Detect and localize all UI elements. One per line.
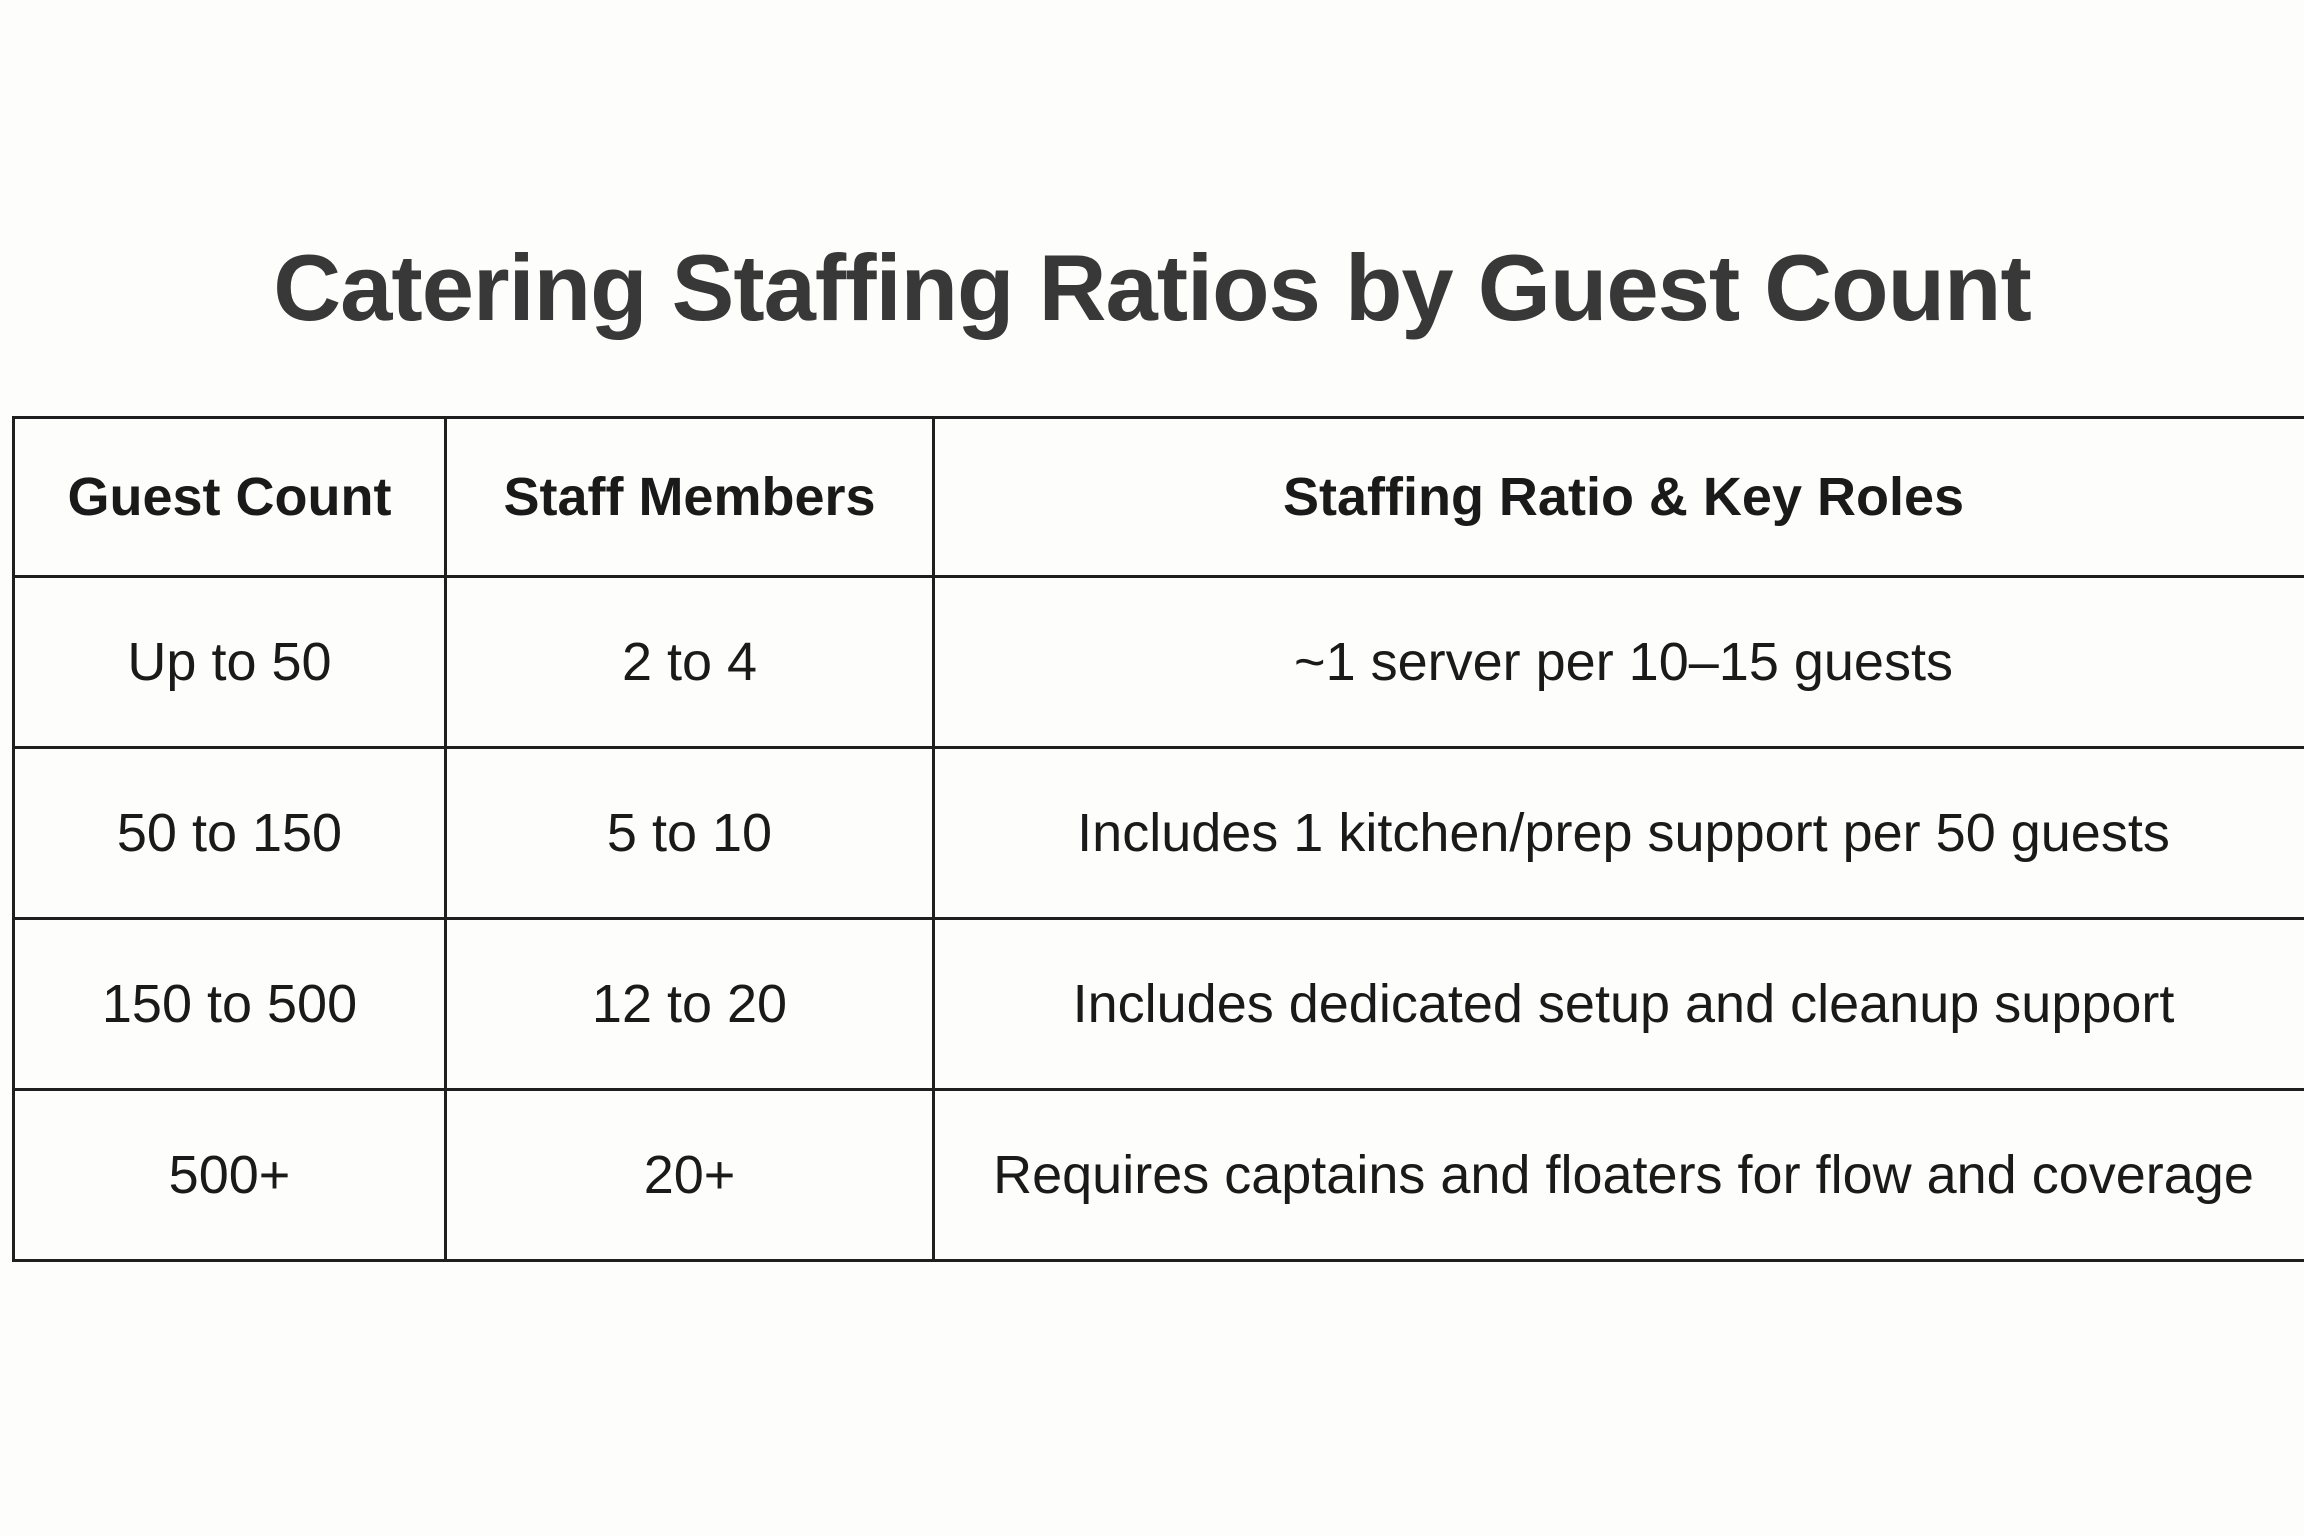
cell-staffing-ratio: Includes 1 kitchen/prep support per 50 guests: [934, 748, 2304, 919]
header-staffing-ratio: Staffing Ratio & Key Roles: [934, 418, 2304, 577]
header-guest-count: Guest Count: [14, 418, 446, 577]
table-row: [14, 919, 2304, 1090]
cell-staff-members: 5 to 10: [446, 748, 934, 919]
cell-staff-members: 12 to 20: [446, 919, 934, 1090]
staffing-table: [12, 416, 2304, 1262]
cell-guest-count: Up to 50: [14, 577, 446, 748]
cell-guest-count: 150 to 500: [14, 919, 446, 1090]
table-row: [14, 1090, 2304, 1261]
cell-staffing-ratio: ~1 server per 10–15 guests: [934, 577, 2304, 748]
page-title: Catering Staffing Ratios by Guest Count: [273, 235, 2031, 340]
cell-staffing-ratio: Includes dedicated setup and cleanup support: [934, 919, 2304, 1090]
cell-staff-members: 20+: [446, 1090, 934, 1261]
header-staff-members: Staff Members: [446, 418, 934, 577]
table-row: [14, 577, 2304, 748]
table-header-row: [14, 418, 2304, 577]
cell-staff-members: 2 to 4: [446, 577, 934, 748]
cell-guest-count: 500+: [14, 1090, 446, 1261]
table-row: [14, 748, 2304, 919]
cell-guest-count: 50 to 150: [14, 748, 446, 919]
cell-staffing-ratio: Requires captains and floaters for flow and coverage: [934, 1090, 2304, 1261]
